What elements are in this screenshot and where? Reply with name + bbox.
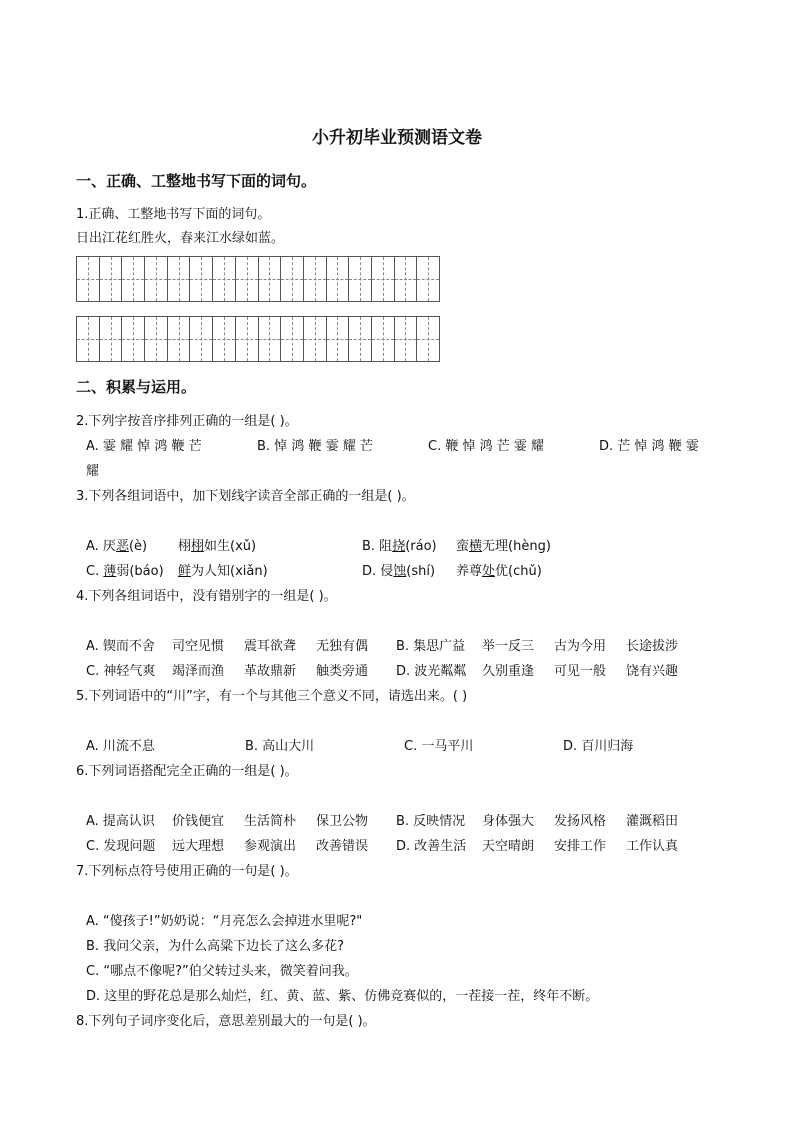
q2-option-a: A. 霎 耀 悼 鸿 鞭 芒 bbox=[86, 439, 202, 454]
q6-option-b-4: 灌溉稻田 bbox=[626, 814, 679, 829]
question-6-stem: 6.下列词语搭配完全正确的一组是( )。 bbox=[76, 764, 298, 779]
section-heading-2: 二、积累与运用。 bbox=[76, 378, 197, 396]
q3-option-c-2: 鲜为人知(xiǎn) bbox=[178, 564, 268, 579]
page-title: 小升初毕业预测语文卷 bbox=[312, 128, 482, 148]
q4-option-a-4: 无独有偶 bbox=[316, 639, 369, 654]
q3-option-a-1: A. 厌恶(è) bbox=[86, 539, 148, 554]
q6-option-a-1: A. 提高认识 bbox=[86, 814, 155, 829]
question-2-stem: 2.下列字按音序排列正确的一组是( )。 bbox=[76, 414, 298, 429]
q4-option-b-3: 古为今用 bbox=[554, 639, 607, 654]
q6-option-c-3: 参观演出 bbox=[244, 839, 297, 854]
q6-option-c-2: 远大理想 bbox=[172, 839, 225, 854]
q4-option-c-1: C. 神轻气爽 bbox=[86, 664, 156, 679]
question-5-stem: 5.下列词语中的“川”字，有一个与其他三个意义不同，请选出来。( ) bbox=[76, 689, 468, 704]
q5-option-d: D. 百川归海 bbox=[563, 739, 634, 754]
q3-option-d-2: 养尊处优(chǔ) bbox=[456, 564, 542, 579]
q6-option-d-2: 天空晴朗 bbox=[482, 839, 535, 854]
q4-option-c-4: 触类旁通 bbox=[316, 664, 369, 679]
question-1-sentence: 日出江花红胜火，春来江水绿如蓝。 bbox=[76, 231, 285, 246]
q4-option-a-1: A. 锲而不舍 bbox=[86, 639, 155, 654]
q4-option-d-1: D. 波光粼粼 bbox=[396, 664, 467, 679]
q4-option-a-3: 震耳欲聋 bbox=[244, 639, 297, 654]
q5-option-b: B. 高山大川 bbox=[245, 739, 315, 754]
q6-option-d-3: 安排工作 bbox=[554, 839, 607, 854]
q3-option-d-1: D. 侵蚀(shí) bbox=[362, 564, 436, 579]
q6-option-c-1: C. 发现问题 bbox=[86, 839, 156, 854]
question-7-stem: 7.下列标点符号使用正确的一句是( )。 bbox=[76, 864, 298, 879]
q4-option-c-3: 革故鼎新 bbox=[244, 664, 297, 679]
q6-option-b-2: 身体强大 bbox=[482, 814, 535, 829]
q6-option-a-2: 价钱便宜 bbox=[172, 814, 225, 829]
q3-option-c-1: C. 薄弱(báo) bbox=[86, 564, 164, 579]
q4-option-b-1: B. 集思广益 bbox=[396, 639, 466, 654]
question-8-stem: 8.下列句子词序变化后，意思差别最大的一句是( )。 bbox=[76, 1014, 376, 1029]
q6-option-a-3: 生活简朴 bbox=[244, 814, 297, 829]
q7-option-b: B. 我问父亲，为什么高粱下边长了这么多花? bbox=[86, 939, 345, 954]
writing-grid-row-1[interactable] bbox=[76, 256, 440, 302]
q4-option-b-2: 举一反三 bbox=[482, 639, 535, 654]
q7-option-a: A. “傻孩子!”奶奶说：“月亮怎么会掉进水里呢?" bbox=[86, 914, 363, 929]
q3-option-b-1: B. 阻挠(ráo) bbox=[362, 539, 437, 554]
q3-option-b-2: 蛮横无理(hèng) bbox=[456, 539, 551, 554]
q4-option-d-2: 久别重逢 bbox=[482, 664, 535, 679]
q5-option-a: A. 川流不息 bbox=[86, 739, 155, 754]
q7-option-d: D. 这里的野花总是那么灿烂，红、黄、蓝、紫、仿佛竞赛似的，一茬接一茬，终年不断。 bbox=[86, 989, 599, 1004]
question-3-stem: 3.下列各组词语中，加下划线字读音全部正确的一组是( )。 bbox=[76, 489, 415, 504]
q6-option-b-3: 发扬风格 bbox=[554, 814, 607, 829]
q6-option-d-4: 工作认真 bbox=[626, 839, 679, 854]
q3-option-a-2: 栩栩如生(xǔ) bbox=[178, 539, 257, 554]
q4-option-a-2: 司空见惯 bbox=[172, 639, 225, 654]
question-1-stem: 1.正确、工整地书写下面的词句。 bbox=[76, 207, 271, 222]
q4-option-d-4: 饶有兴趣 bbox=[626, 664, 679, 679]
q6-option-d-1: D. 改善生活 bbox=[396, 839, 467, 854]
question-4-stem: 4.下列各组词语中，没有错别字的一组是( )。 bbox=[76, 589, 337, 604]
section-heading-1: 一、正确、工整地书写下面的词句。 bbox=[76, 172, 317, 190]
q4-option-d-3: 可见一般 bbox=[554, 664, 607, 679]
q2-option-b: B. 悼 鸿 鞭 霎 耀 芒 bbox=[257, 439, 373, 454]
q6-option-a-4: 保卫公物 bbox=[316, 814, 369, 829]
q5-option-c: C. 一马平川 bbox=[404, 739, 474, 754]
q4-option-c-2: 竭泽而渔 bbox=[172, 664, 225, 679]
q2-option-c: C. 鞭 悼 鸿 芒 霎 耀 bbox=[428, 439, 545, 454]
q2-option-d-wrap: 耀 bbox=[86, 464, 100, 479]
q7-option-c: C. “哪点不像呢?”伯父转过头来，微笑着问我。 bbox=[86, 964, 358, 979]
writing-grid-row-2[interactable] bbox=[76, 316, 440, 362]
q6-option-c-4: 改善错误 bbox=[316, 839, 369, 854]
q2-option-d: D. 芒 悼 鸿 鞭 霎 bbox=[599, 439, 699, 454]
q4-option-b-4: 长途拔涉 bbox=[626, 639, 679, 654]
q6-option-b-1: B. 反映情况 bbox=[396, 814, 466, 829]
